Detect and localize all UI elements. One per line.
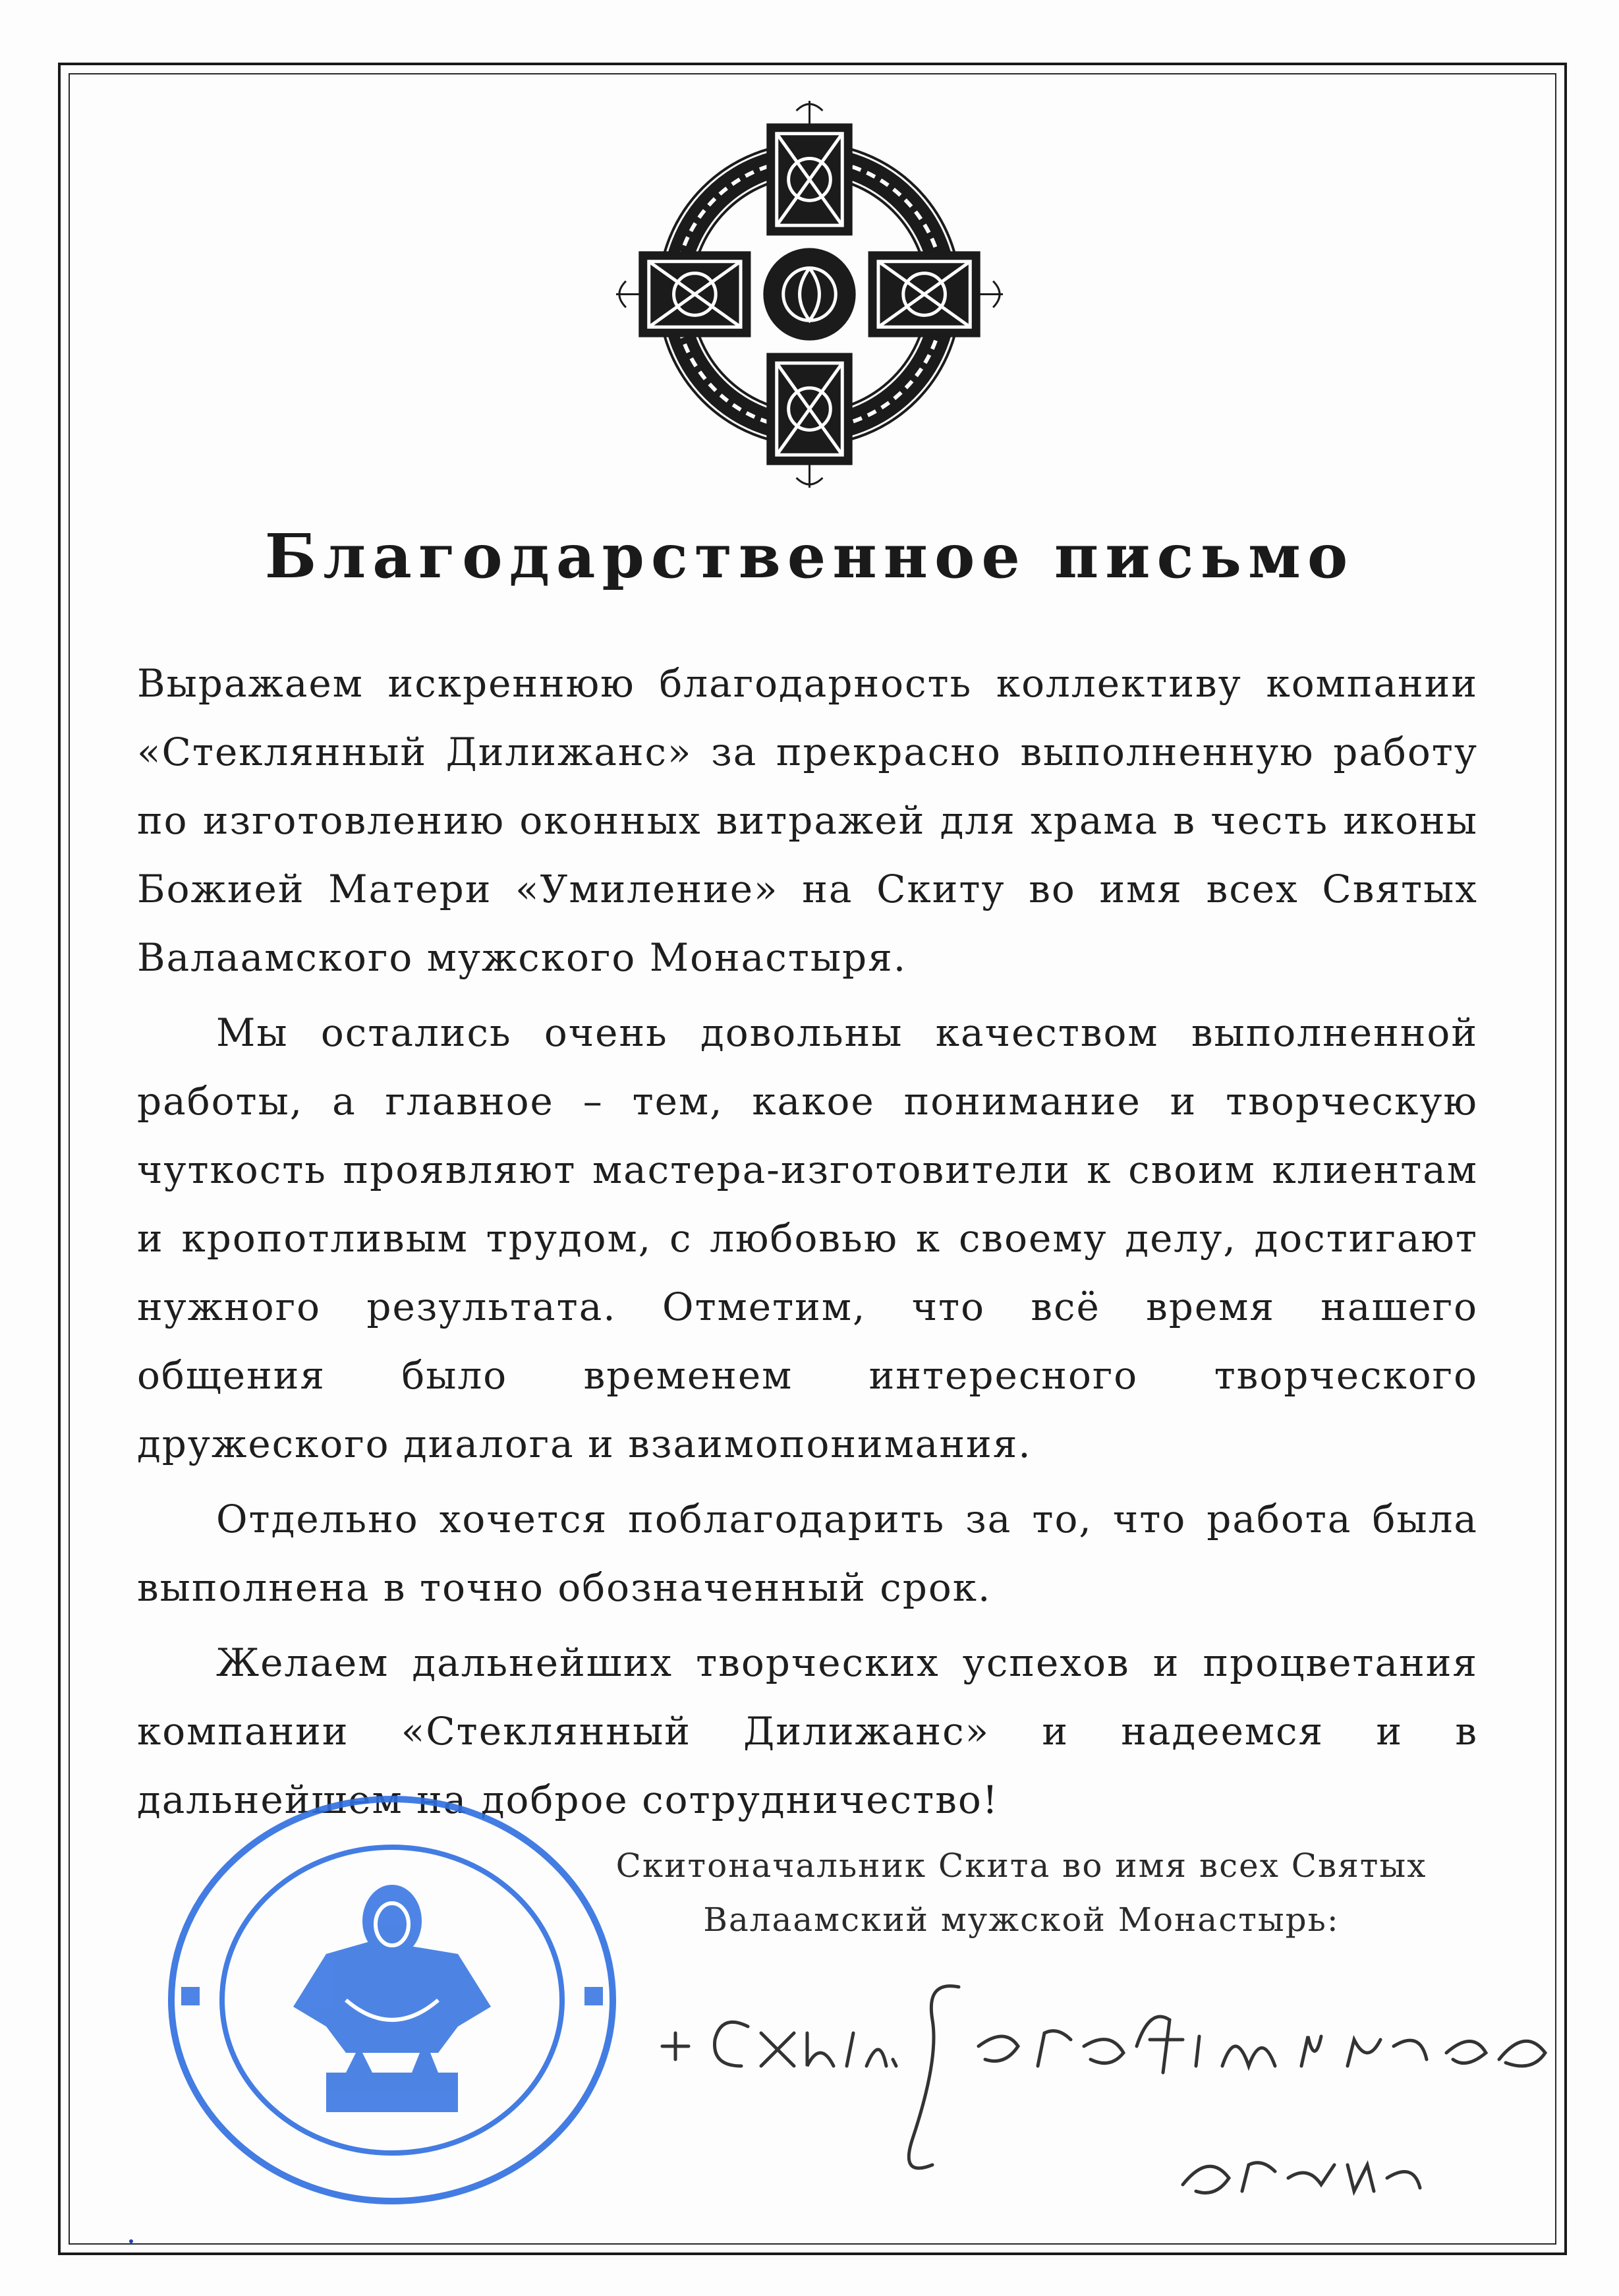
paragraph-1: Выражаем искреннюю благодарность коллективу компании «Стеклянный Дилижанс» за прекрасно выполненную работу по изготовлению оконных витражей для храма в честь иконы Божией Матери «Умиление» на Скиту во имя всех Святых Валаамского мужского Монастыря. (137, 661, 1478, 980)
signature-block (593, 1839, 1450, 1947)
letter-body (137, 649, 1478, 1834)
signatory-organization: Валаамский мужской Монастырь: (703, 1901, 1340, 1939)
paragraph-2: Мы остались очень довольны качеством выполненной работы, а главное – тем, какое понимание и творческую чуткость проявляют мастера-изготовители к своим клиентам и кропотливым трудом, с любовью к своему делу, достигают нужного результата. Отметим, что всё время нашего общения было временем интересного творческого дружеского диалога и взаимопонимания. (137, 1010, 1478, 1466)
paragraph-3: Отдельно хочется поблагодарить за то, что работа была выполнена в точно обозначенный срок. (137, 1497, 1478, 1610)
paragraph-4: Желаем дальнейших творческих успехов и процветания компании «Стеклянный Дилижанс» и надеемся и в дальнейшем на доброе сотрудничество! (137, 1640, 1478, 1822)
handwritten-signature (649, 1967, 1572, 2244)
scan-dot (129, 2239, 133, 2243)
letter-title: Благодарственное письмо (264, 521, 1355, 592)
monastery-seal-stamp (161, 1789, 623, 2211)
signatory-title: Скитоначальник Скита во имя всех Святых (615, 1847, 1427, 1885)
celtic-cross-emblem (613, 98, 1006, 491)
